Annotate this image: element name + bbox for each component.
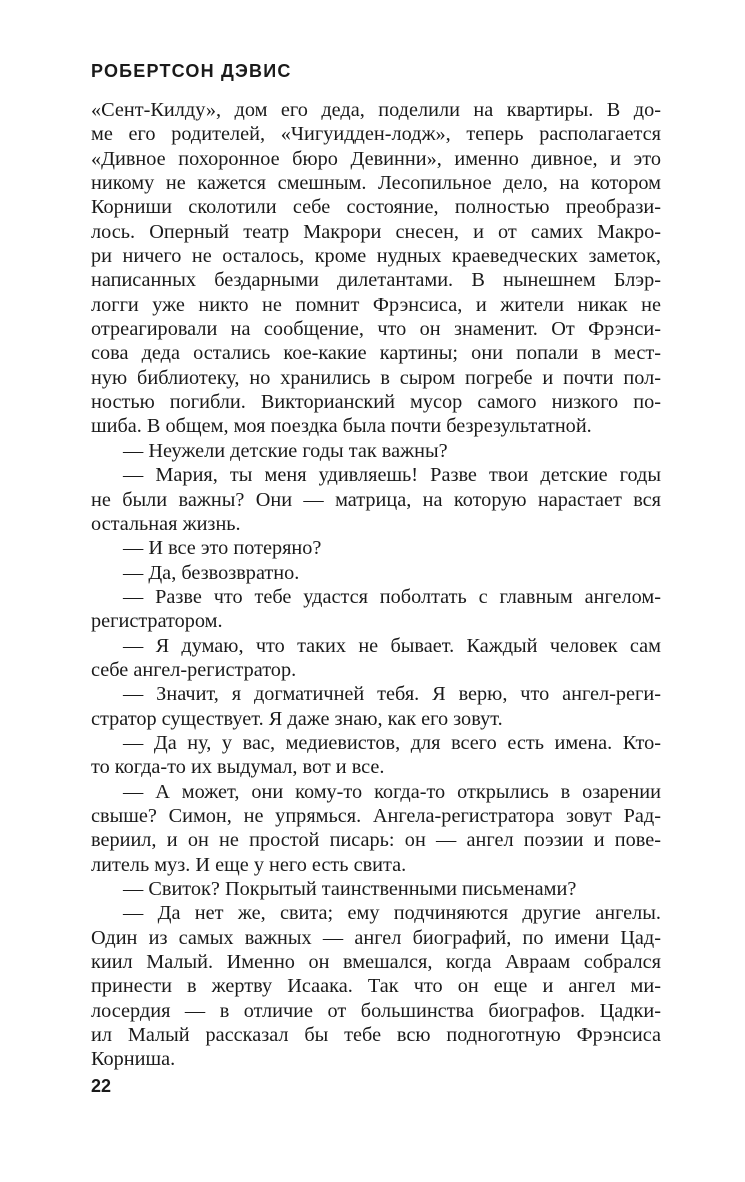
text-line: лосердия — в отличие от большинства биографов. Цадки- <box>91 999 661 1022</box>
text-line: Корниша. <box>91 1048 176 1071</box>
page-number: 22 <box>91 1076 112 1096</box>
text-line: ностью погибли. Викторианский мусор самого низкого по- <box>91 391 661 414</box>
text-line: никому не кажется смешным. Лесопильное дело, на котором <box>91 172 661 195</box>
text-line: киил Малый. Именно он вмешался, когда Авраам собрался <box>91 951 661 974</box>
dialogue-line: — Свиток? Покрытый таинственными письменами? <box>123 878 577 900</box>
dialogue-line: — И все это потеряно? <box>123 537 322 560</box>
dialogue-line: — А может, они кому-то когда-то открылись в озарении <box>123 780 661 803</box>
dialogue-line: — Неужели детские годы так важны? <box>123 439 448 462</box>
text-line: не были важны? Они — матрица, на которую нарастает вся <box>91 488 661 511</box>
body-text <box>91 98 661 1072</box>
running-head-author: РОБЕРТСОН ДЭВИС <box>91 61 292 81</box>
text-line: отреагировали на сообщение, что он знаменит. От Фрэнси- <box>91 318 661 341</box>
text-line: стратор существует. Я даже знаю, как его зовут. <box>91 707 503 730</box>
text-line: литель муз. И еще у него есть свита. <box>91 853 407 876</box>
text-line: себе ангел-регистратор. <box>91 658 297 681</box>
dialogue-line: — Да ну, у вас, медиевистов, для всего есть имена. Кто- <box>123 731 661 754</box>
text-line: регистратором. <box>91 610 223 633</box>
text-line: вериил, и он не простой писарь: он — ангел поэзии и пове- <box>91 829 661 852</box>
text-line: ри ничего не осталось, кроме нудных краеведческих заметок, <box>91 245 661 268</box>
text-line: Корниши сколотили себе состояние, полностью преобрази- <box>91 196 661 219</box>
dialogue-line: — Я думаю, что таких не бывает. Каждый человек сам <box>123 634 661 657</box>
dialogue-line: — Да, безвозвратно. <box>123 561 300 584</box>
text-line: остальная жизнь. <box>91 512 241 535</box>
text-line: шиба. В общем, моя поездка была почти безрезультатной. <box>91 415 592 438</box>
dialogue-line: — Значит, я догматичней тебя. Я верю, что ангел-реги- <box>123 683 661 706</box>
text-line: написанных бездарными дилетантами. В нынешнем Блэр- <box>91 269 661 292</box>
text-line: свыше? Симон, не упрямься. Ангела-регистратора зовут Рад- <box>91 804 661 827</box>
text-line: то когда-то их выдумал, вот и все. <box>91 756 385 779</box>
text-line: «Сент-Килду», дом его деда, поделили на квартиры. В до- <box>91 99 661 121</box>
dialogue-line: — Да нет же, свита; ему подчиняются другие ангелы. <box>123 902 661 925</box>
dialogue-line: — Разве что тебе удастся поболтать с главным ангелом- <box>123 585 661 608</box>
text-line: сова деда остались кое-какие картины; они попали в мест- <box>91 342 661 365</box>
text-line: «Дивное похоронное бюро Девинни», именно дивное, и это <box>91 147 661 170</box>
text-line: логги уже никто не помнит Фрэнсиса, и жители никак не <box>91 293 661 316</box>
text-line: ил Малый рассказал бы тебе всю подноготную Фрэнсиса <box>91 1024 661 1047</box>
text-line: ме его родителей, «Чигуидден-лодж», теперь располагается <box>91 123 661 146</box>
text-line: принести в жертву Исаака. Так что он еще и ангел ми- <box>91 975 661 998</box>
dialogue-line: — Мария, ты меня удивляешь! Разве твои детские годы <box>123 464 661 487</box>
text-line: лось. Оперный театр Макрори снесен, и от самих Макро- <box>91 220 661 243</box>
text-line: ную библиотеку, но хранились в сыром погребе и почти пол- <box>91 366 661 389</box>
text-line: Один из самых важных — ангел биографий, по имени Цад- <box>91 926 661 949</box>
